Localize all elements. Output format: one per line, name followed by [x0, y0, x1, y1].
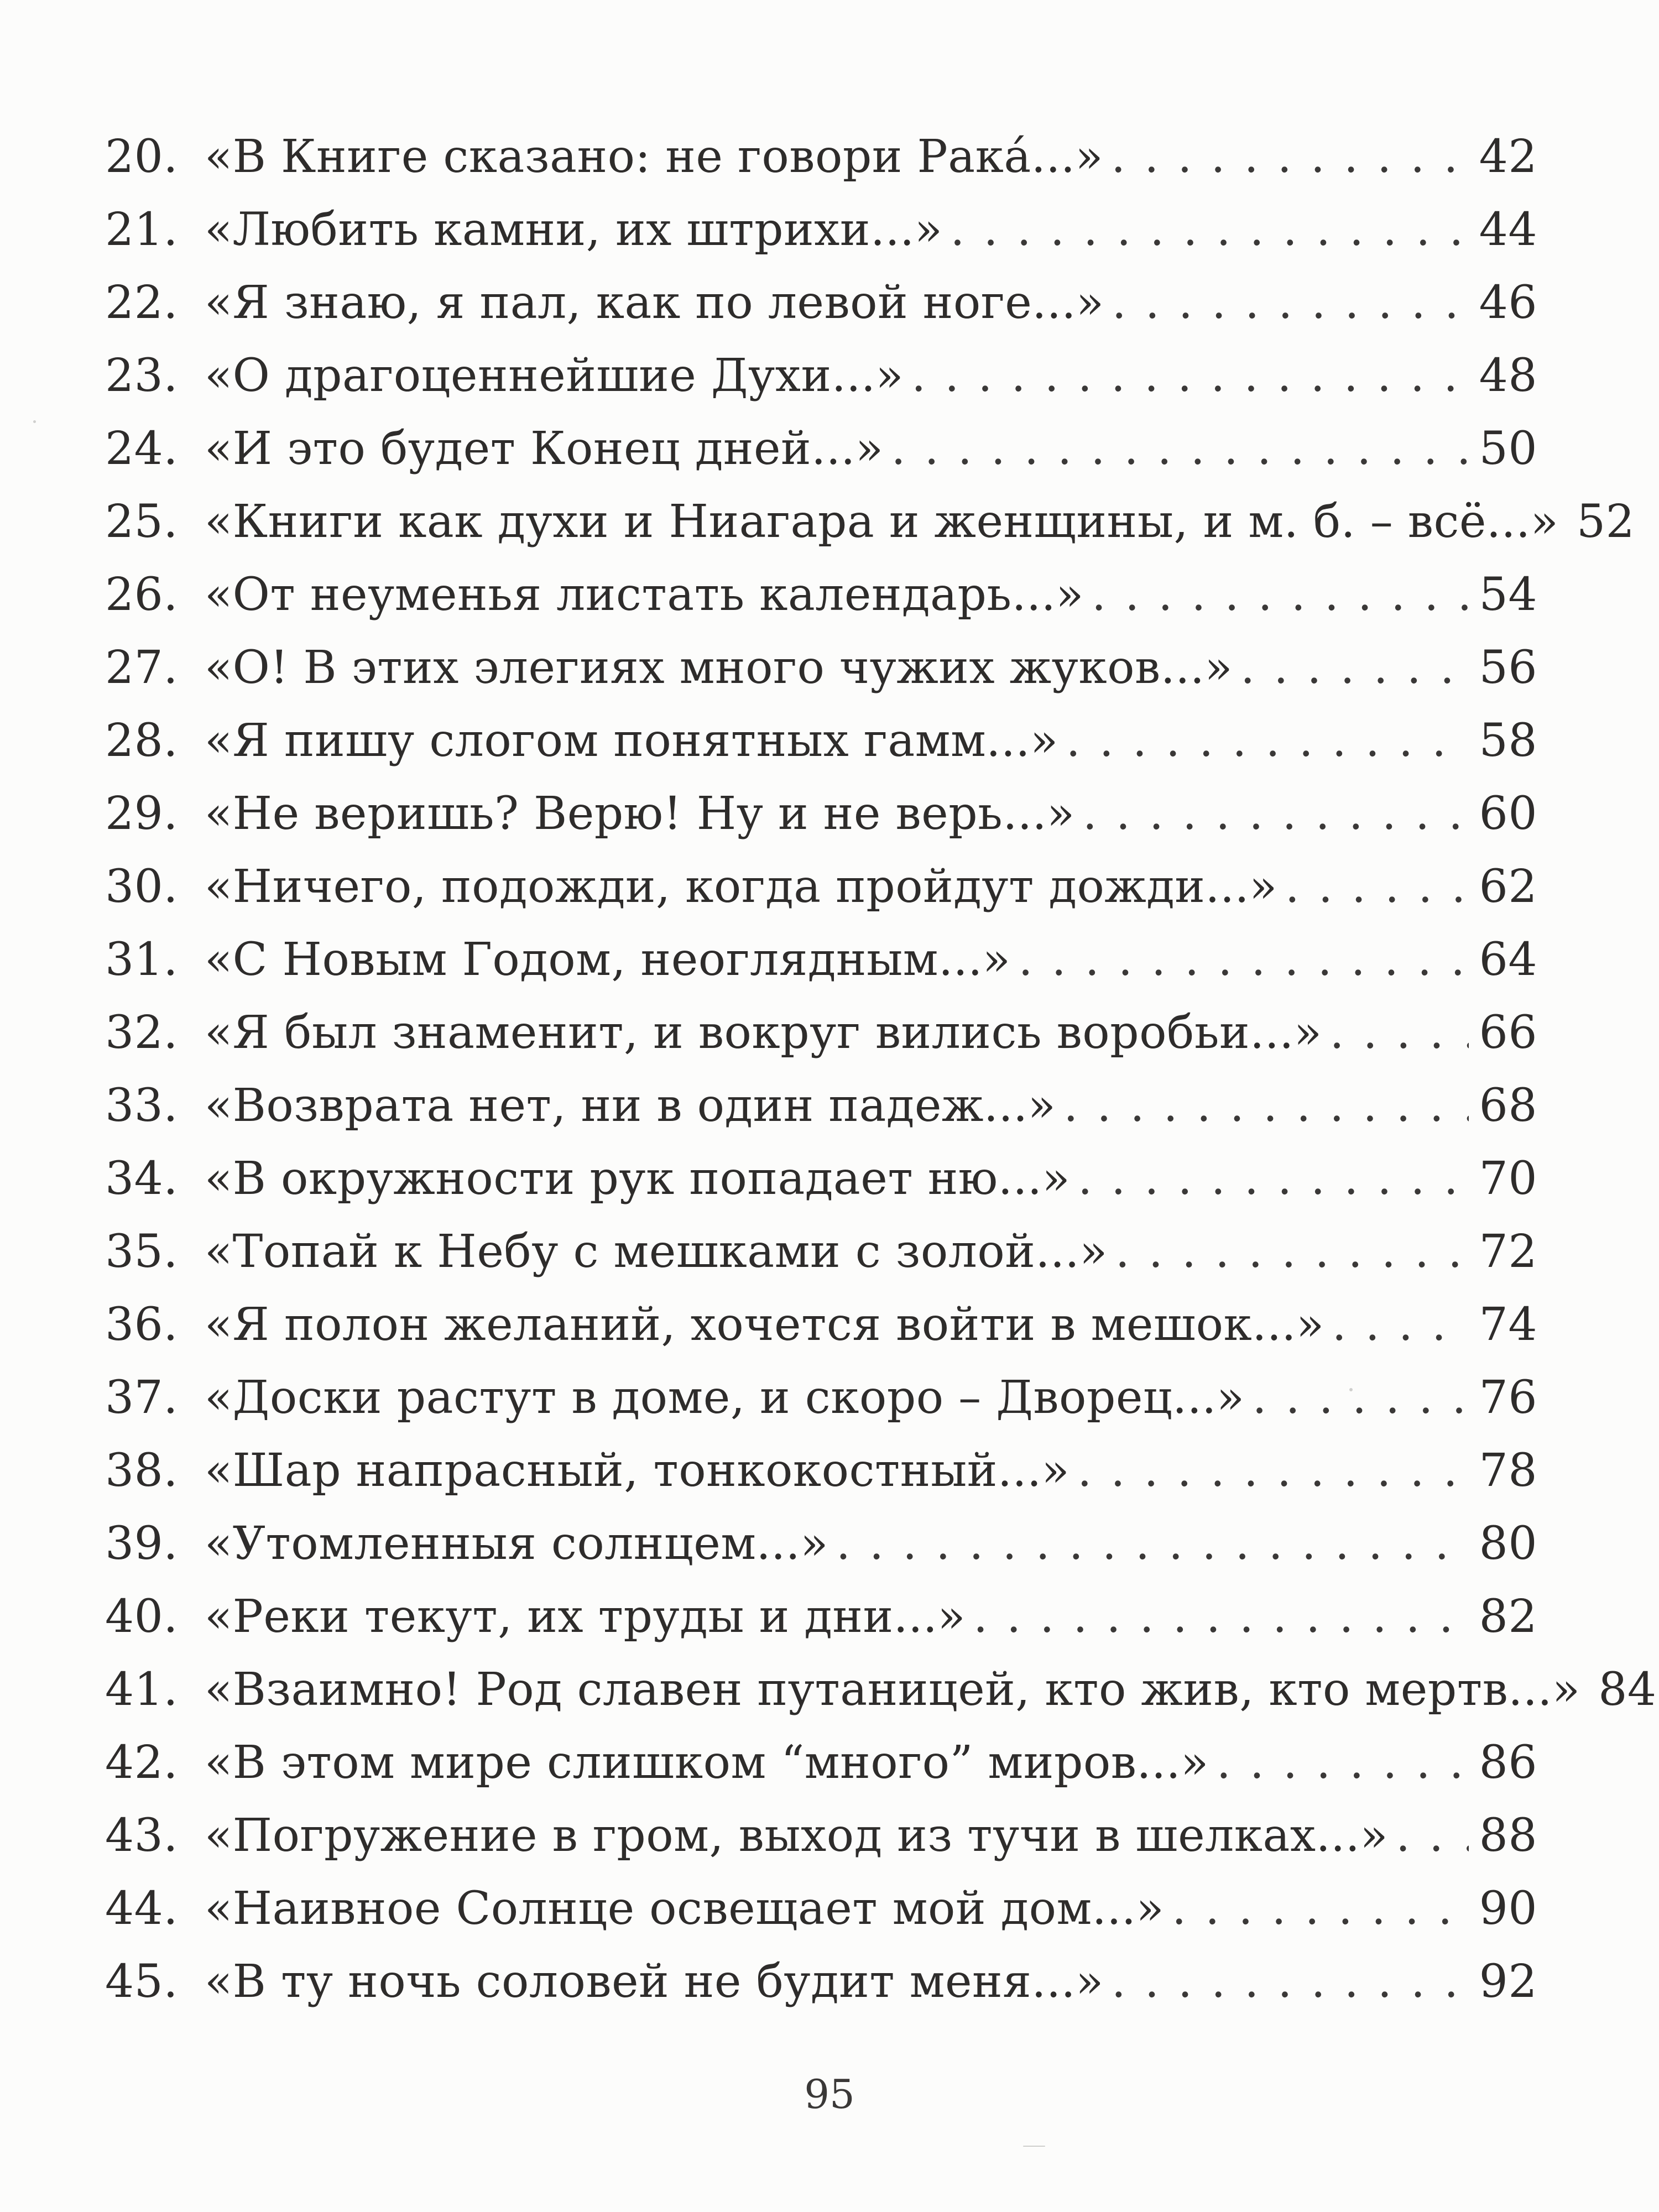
toc-entry: [105, 559, 1537, 632]
toc-entry: [105, 1361, 1537, 1434]
toc-entry: [105, 1799, 1537, 1872]
toc-entry-number: 23.: [105, 349, 178, 402]
dot-leader: [1285, 851, 1469, 924]
toc-entry: [105, 1215, 1537, 1288]
toc-entry-page: 80: [1479, 1517, 1537, 1570]
toc-entry-title: «Возврата нет, ни в один падеж...»: [205, 1079, 1056, 1132]
dot-leader: [1077, 1434, 1469, 1507]
toc-entry-title: «И это будет Конец дней...»: [205, 422, 884, 475]
toc-entry: [105, 486, 1635, 559]
toc-entry-number: 37.: [105, 1371, 178, 1424]
toc-entry-page: 76: [1479, 1371, 1537, 1424]
toc-entry-title: «Реки текут, их труды и дни...»: [205, 1590, 966, 1643]
toc-entry: [105, 1726, 1537, 1799]
toc-entry-number: 31.: [105, 933, 178, 986]
toc-entry: [105, 1580, 1537, 1653]
toc-entry-title: «Погружение в гром, выход из тучи в шелках...»: [205, 1809, 1388, 1862]
toc-entry-number: 30.: [105, 860, 178, 913]
toc-entry-title: «В ту ночь соловей не будит меня...»: [205, 1955, 1104, 2008]
toc-entry-title: «Наивное Солнце освещает мой дом...»: [205, 1882, 1165, 1935]
toc-entry-title: «Утомленныя солнцем...»: [205, 1517, 828, 1570]
toc-entry-page: 70: [1479, 1152, 1537, 1205]
toc-entry-title: «Я пишу слогом понятных гамм...»: [205, 714, 1058, 767]
toc-entry-title: «С Новым Годом, неоглядным...»: [205, 933, 1011, 986]
toc-entry-number: 26.: [105, 568, 178, 621]
toc-entry-page: 78: [1479, 1444, 1537, 1497]
dot-leader: [1332, 1288, 1469, 1361]
toc-entry-page: 54: [1479, 568, 1537, 621]
toc-entry: [105, 1142, 1537, 1215]
toc-entry-page: 58: [1479, 714, 1537, 767]
toc-entry-number: 22.: [105, 276, 178, 329]
toc-entry-title: «В Книге сказано: не говори Рака́...»: [205, 131, 1104, 183]
toc-entry-page: 42: [1479, 131, 1537, 183]
toc-entry-number: 42.: [105, 1736, 178, 1789]
toc-entry: [105, 267, 1537, 340]
toc-entry: [105, 1434, 1537, 1507]
toc-entry-page: 82: [1479, 1590, 1537, 1643]
toc-entry: [105, 413, 1537, 486]
toc-entry-page: 64: [1479, 933, 1537, 986]
dot-leader: [1112, 1945, 1469, 2018]
toc-entry-number: 39.: [105, 1517, 178, 1570]
dot-leader: [1115, 1215, 1469, 1288]
toc-entry-number: 45.: [105, 1955, 178, 2008]
toc-entry-page: 44: [1479, 204, 1537, 256]
toc-entry: [105, 1945, 1537, 2018]
toc-entry-title: «Книги как духи и Ниагара и женщины, и м. б. – всё...»: [205, 495, 1559, 548]
dot-leader: [950, 194, 1469, 267]
dot-leader: [1078, 1142, 1469, 1215]
toc-entry-number: 36.: [105, 1298, 178, 1351]
toc-entry-number: 33.: [105, 1079, 178, 1132]
toc-entry-page: 62: [1479, 860, 1537, 913]
toc-entry-page: 66: [1479, 1006, 1537, 1059]
paper-speck: [33, 420, 36, 423]
toc-entry: [105, 1872, 1537, 1945]
toc-entry-page: 50: [1479, 422, 1537, 475]
toc-entry-number: 24.: [105, 422, 178, 475]
toc-entry-title: «Шар напрасный, тонкокостный...»: [205, 1444, 1070, 1497]
toc-entry-title: «Не веришь? Верю! Ну и не верь...»: [205, 787, 1075, 840]
dot-leader: [1111, 121, 1469, 194]
toc-entry-page: 48: [1479, 349, 1537, 402]
toc-entry-page: 74: [1479, 1298, 1537, 1351]
toc-entry-title: «Взаимно! Род славен путаницей, кто жив, кто мертв...»: [205, 1663, 1580, 1716]
toc-entry-number: 29.: [105, 787, 178, 840]
paper-speck: [1023, 2146, 1045, 2147]
page-number: 95: [804, 2071, 855, 2117]
toc-entry-number: 25.: [105, 495, 178, 548]
toc-entry: [105, 1070, 1537, 1142]
dot-leader: [1092, 559, 1469, 632]
toc-entry-number: 34.: [105, 1152, 178, 1205]
dot-leader: [1083, 778, 1469, 851]
dot-leader: [973, 1580, 1469, 1653]
toc-entry-number: 27.: [105, 641, 178, 694]
dot-leader: [1396, 1799, 1469, 1872]
toc-entry-number: 32.: [105, 1006, 178, 1059]
toc-entry-title: «Я был знаменит, и вокруг вились воробьи...»: [205, 1006, 1322, 1059]
toc-entry-number: 20.: [105, 131, 178, 183]
dot-leader: [911, 340, 1469, 413]
toc-entry-number: 40.: [105, 1590, 178, 1643]
dot-leader: [1066, 705, 1469, 778]
paper-speck: [1349, 1388, 1353, 1391]
toc-entry: [105, 1288, 1537, 1361]
toc-entry-page: 92: [1479, 1955, 1537, 2008]
toc-entry-number: 38.: [105, 1444, 178, 1497]
toc-entry-page: 52: [1576, 495, 1635, 548]
toc-entry-page: 90: [1479, 1882, 1537, 1935]
dot-leader: [1112, 267, 1469, 340]
toc-entry: [105, 997, 1537, 1070]
toc-entry: [105, 194, 1537, 267]
dot-leader: [1018, 924, 1469, 997]
dot-leader: [1217, 1726, 1469, 1799]
toc-entry: [105, 705, 1537, 778]
toc-entry-number: 28.: [105, 714, 178, 767]
toc-entry: [105, 1653, 1657, 1726]
toc-entry-number: 43.: [105, 1809, 178, 1862]
dot-leader: [1253, 1361, 1469, 1434]
table-of-contents: [105, 121, 1657, 2018]
toc-entry-title: «Ничего, подожди, когда пройдут дожди...»: [205, 860, 1277, 913]
dot-leader: [1330, 997, 1469, 1070]
toc-entry-number: 44.: [105, 1882, 178, 1935]
dot-leader: [1063, 1070, 1469, 1142]
toc-entry-title: «Топай к Небу с мешками с золой...»: [205, 1225, 1108, 1278]
toc-entry-title: «Я полон желаний, хочется войти в мешок...»: [205, 1298, 1324, 1351]
toc-entry: [105, 1507, 1537, 1580]
dot-leader: [1172, 1872, 1469, 1945]
dot-leader: [836, 1507, 1469, 1580]
toc-entry-page: 56: [1479, 641, 1537, 694]
dot-leader: [891, 413, 1469, 486]
toc-entry-title: «О драгоценнейшие Духи...»: [205, 349, 904, 402]
toc-entry-page: 88: [1479, 1809, 1537, 1862]
toc-entry-title: «Доски растут в доме, и скоро – Дворец...»: [205, 1371, 1245, 1424]
toc-entry: [105, 340, 1537, 413]
toc-entry-number: 41.: [105, 1663, 178, 1716]
toc-entry-title: «В окружности рук попадает ню...»: [205, 1152, 1071, 1205]
toc-entry-title: «О! В этих элегиях много чужих жуков...»: [205, 641, 1233, 694]
toc-entry-title: «Любить камни, их штрихи...»: [205, 204, 943, 256]
toc-entry-page: 86: [1479, 1736, 1537, 1789]
toc-entry-page: 72: [1479, 1225, 1537, 1278]
toc-entry: [105, 851, 1537, 924]
toc-entry-number: 21.: [105, 204, 178, 256]
toc-entry-title: «В этом мире слишком “много” миров...»: [205, 1736, 1209, 1789]
toc-entry-title: «Я знаю, я пал, как по левой ноге...»: [205, 276, 1104, 329]
toc-entry-page: 68: [1479, 1079, 1537, 1132]
toc-entry: [105, 924, 1537, 997]
toc-entry-title: «От неуменья листать календарь...»: [205, 568, 1084, 621]
toc-entry-page: 60: [1479, 787, 1537, 840]
toc-entry: [105, 632, 1537, 705]
dot-leader: [1240, 632, 1469, 705]
toc-entry-page: 46: [1479, 276, 1537, 329]
toc-entry-number: 35.: [105, 1225, 178, 1278]
toc-entry-page: 84: [1598, 1663, 1657, 1716]
toc-entry: [105, 121, 1537, 194]
toc-entry: [105, 778, 1537, 851]
